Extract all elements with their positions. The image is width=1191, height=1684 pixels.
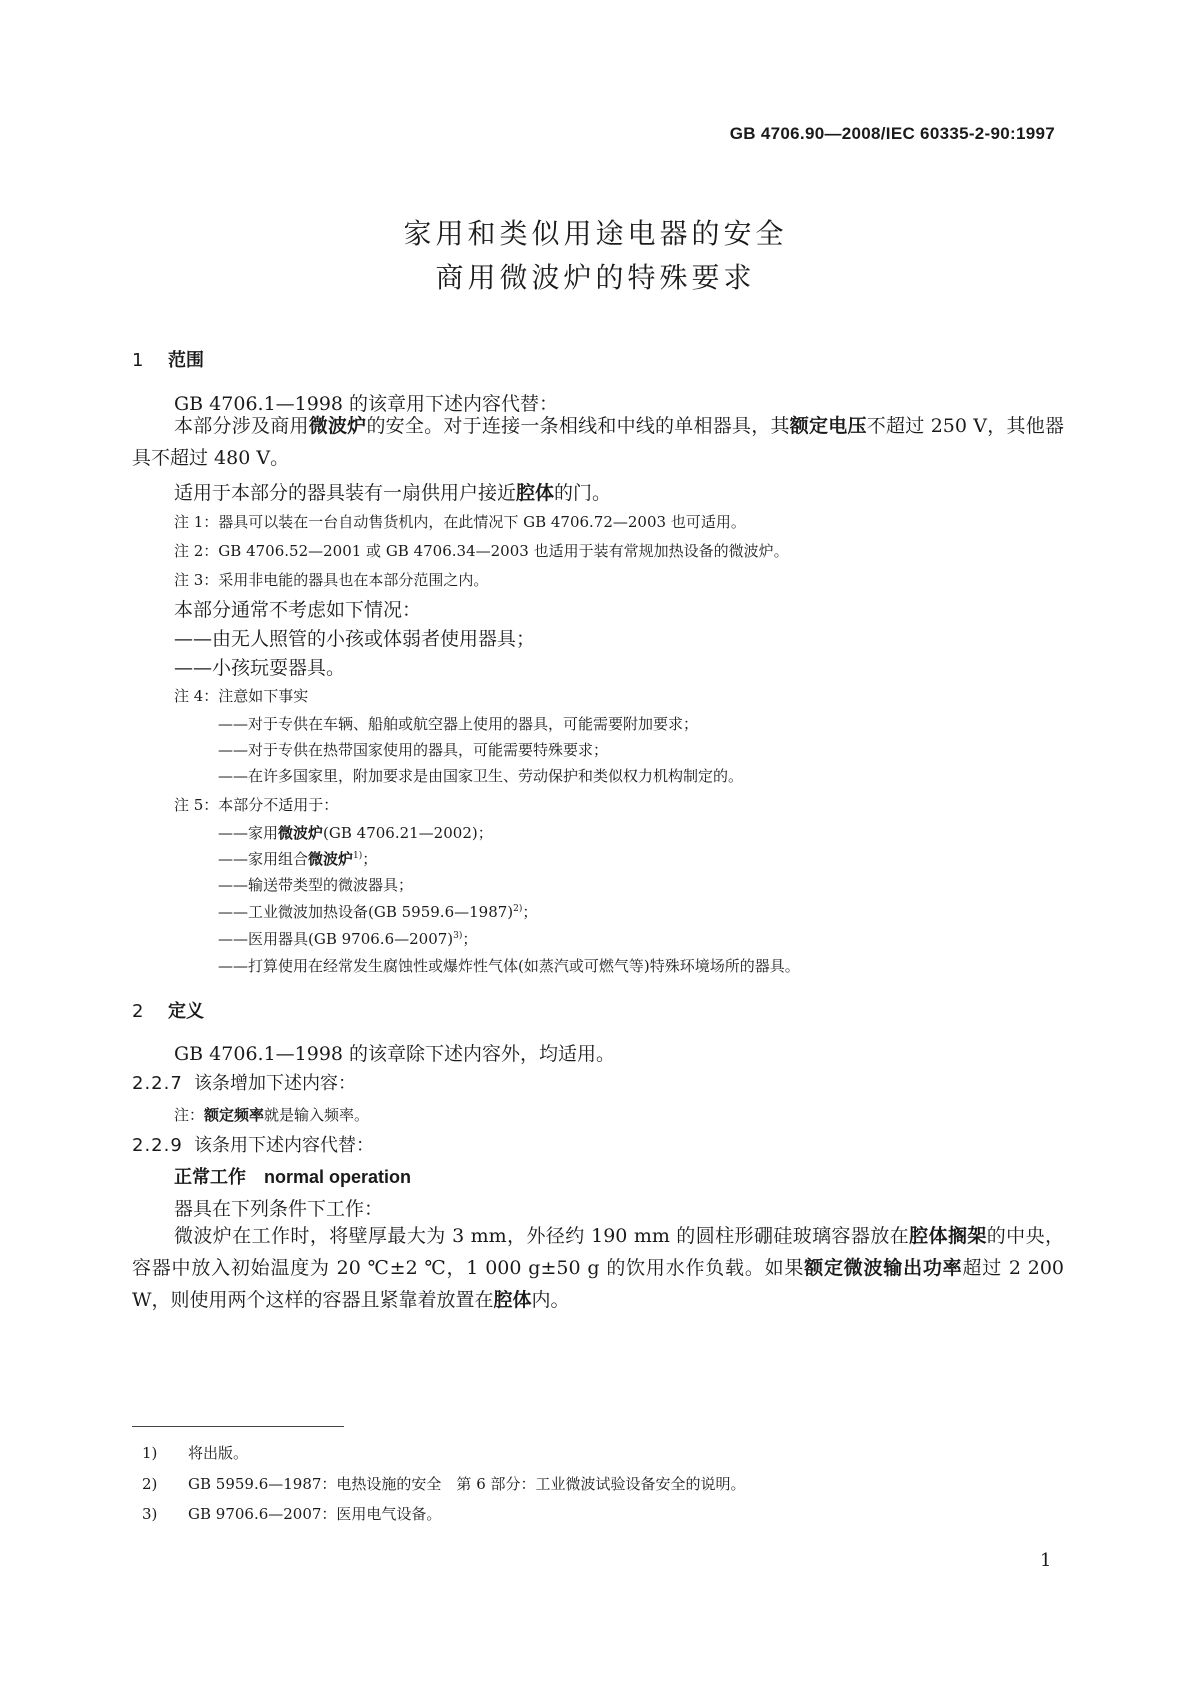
clause-2-2-9 xyxy=(132,1131,374,1157)
scope-paragraph-2: 适用于本部分的器具装有一扇供用户接近腔体的门。 xyxy=(174,482,612,504)
term-normal-operation: 正常工作 normal operation xyxy=(174,1167,412,1188)
term-rated-microwave-power: 额定微波输出功率 xyxy=(804,1257,963,1279)
footnote-separator xyxy=(132,1426,344,1427)
term-rated-frequency: 额定频率 xyxy=(204,1106,265,1124)
section-2-heading xyxy=(132,997,204,1023)
term-cavity-shelf: 腔体搁架 xyxy=(909,1225,987,1247)
note-4-label: 注 4：注意如下事实 xyxy=(174,687,309,705)
section-1-heading xyxy=(132,346,204,372)
note-2: 注 2：GB 4706.52—2001 或 GB 4706.34—2003 也适用于装有常规加热设备的微波炉。 xyxy=(174,542,789,560)
scope-paragraph-1: 本部分涉及商用微波炉的安全。对于连接一条相线和中线的单相器具，其额定电压不超过 250 V，其他器具不超过 480 V。 xyxy=(132,415,1064,469)
footnote: 3) GB 9706.6—2007：医用电气设备。 xyxy=(142,1505,442,1523)
note-4-item: ——对于专供在车辆、船舶或航空器上使用的器具，可能需要附加要求； xyxy=(218,715,699,733)
term-cavity: 腔体 xyxy=(493,1289,532,1311)
section-number: 2 xyxy=(132,1001,144,1022)
term-cavity: 腔体 xyxy=(516,482,555,504)
section-2-intro: GB 4706.1—1998 的该章除下述内容外，均适用。 xyxy=(174,1043,616,1065)
clause-2-2-7-note: 注：额定频率就是输入频率。 xyxy=(174,1106,370,1124)
footnote: 2) GB 5959.6—1987：电热设施的安全 第 6 部分：工业微波试验设备安全的说明。 xyxy=(142,1475,746,1493)
section-number: 1 xyxy=(132,350,144,371)
exclusion-item: ——由无人照管的小孩或体弱者使用器具； xyxy=(174,628,536,650)
document-title-line2: 商用微波炉的特殊要求 xyxy=(435,261,756,294)
page-number: 1 xyxy=(1040,1550,1052,1571)
note-4-item: ——对于专供在热带国家使用的器具，可能需要特殊要求； xyxy=(218,741,609,759)
section-title: 范围 xyxy=(168,350,204,371)
note-5-label: 注 5：本部分不适用于： xyxy=(174,796,339,814)
note-4-item: ——在许多国家里，附加要求是由国家卫生、劳动保护和类似权力机构制定的。 xyxy=(218,767,744,785)
clause-number: 2.2.7 xyxy=(132,1073,183,1094)
footnote-ref-2: 2) xyxy=(513,904,523,914)
note-5-item: ——家用组合微波炉$^{1)}$； xyxy=(218,850,378,868)
note-5-item: ——打算使用在经常发生腐蚀性或爆炸性气体(如蒸汽或可燃气等)特殊环境场所的器具。 xyxy=(218,957,800,975)
document-title-line1: 家用和类似用途电器的安全 xyxy=(403,217,788,250)
clause-text: 该条用下述内容代替： xyxy=(194,1135,374,1156)
section-1-intro: GB 4706.1—1998 的该章用下述内容代替： xyxy=(174,393,559,415)
clause-number: 2.2.9 xyxy=(132,1135,183,1156)
note-5-item: ——医用器具(GB 9706.6—2007)$^{3)}$； xyxy=(218,930,478,948)
note-3: 注 3：采用非电能的器具也在本部分范围之内。 xyxy=(174,571,489,589)
standard-code-header: GB 4706.90—2008/IEC 60335-2-90:1997 xyxy=(729,124,1055,143)
clause-2-2-9-line: 器具在下列条件下工作： xyxy=(174,1198,384,1220)
footnote-ref-1: 1) xyxy=(353,851,363,861)
note-5-item: ——工业微波加热设备(GB 5959.6—1987)$^{2)}$； xyxy=(218,903,538,921)
clause-2-2-9-paragraph: 微波炉在工作时，将壁厚最大为 3 mm，外径约 190 mm 的圆柱形硼硅玻璃容器放在腔体搁架的中央，容器中放入初始温度为 20 ℃±2 ℃，1 000 g±50 g 的饮用水作负载。如果额定微波输出功率超过 2 200 W，则使用两个这样的容器且紧靠着放置在腔体内。 xyxy=(132,1225,1064,1311)
note-5-item: ——输送带类型的微波器具； xyxy=(218,876,414,894)
note-1: 注 1：器具可以装在一台自动售货机内，在此情况下 GB 4706.72—2003 也可适用。 xyxy=(174,513,746,531)
note-5-item: ——家用微波炉(GB 4706.21—2002)； xyxy=(218,824,493,842)
section-title: 定义 xyxy=(168,1001,204,1022)
footnote-ref-3: 3) xyxy=(453,931,463,941)
clause-text: 该条增加下述内容： xyxy=(194,1073,356,1094)
term-rated-voltage: 额定电压 xyxy=(789,415,867,437)
clause-2-2-7 xyxy=(132,1069,356,1095)
exclusion-item: ——小孩玩耍器具。 xyxy=(174,657,346,679)
exclusion-intro: 本部分通常不考虑如下情况： xyxy=(174,599,422,621)
term-microwave-oven: 微波炉 xyxy=(308,415,367,437)
footnote: 1) 将出版。 xyxy=(142,1444,249,1462)
